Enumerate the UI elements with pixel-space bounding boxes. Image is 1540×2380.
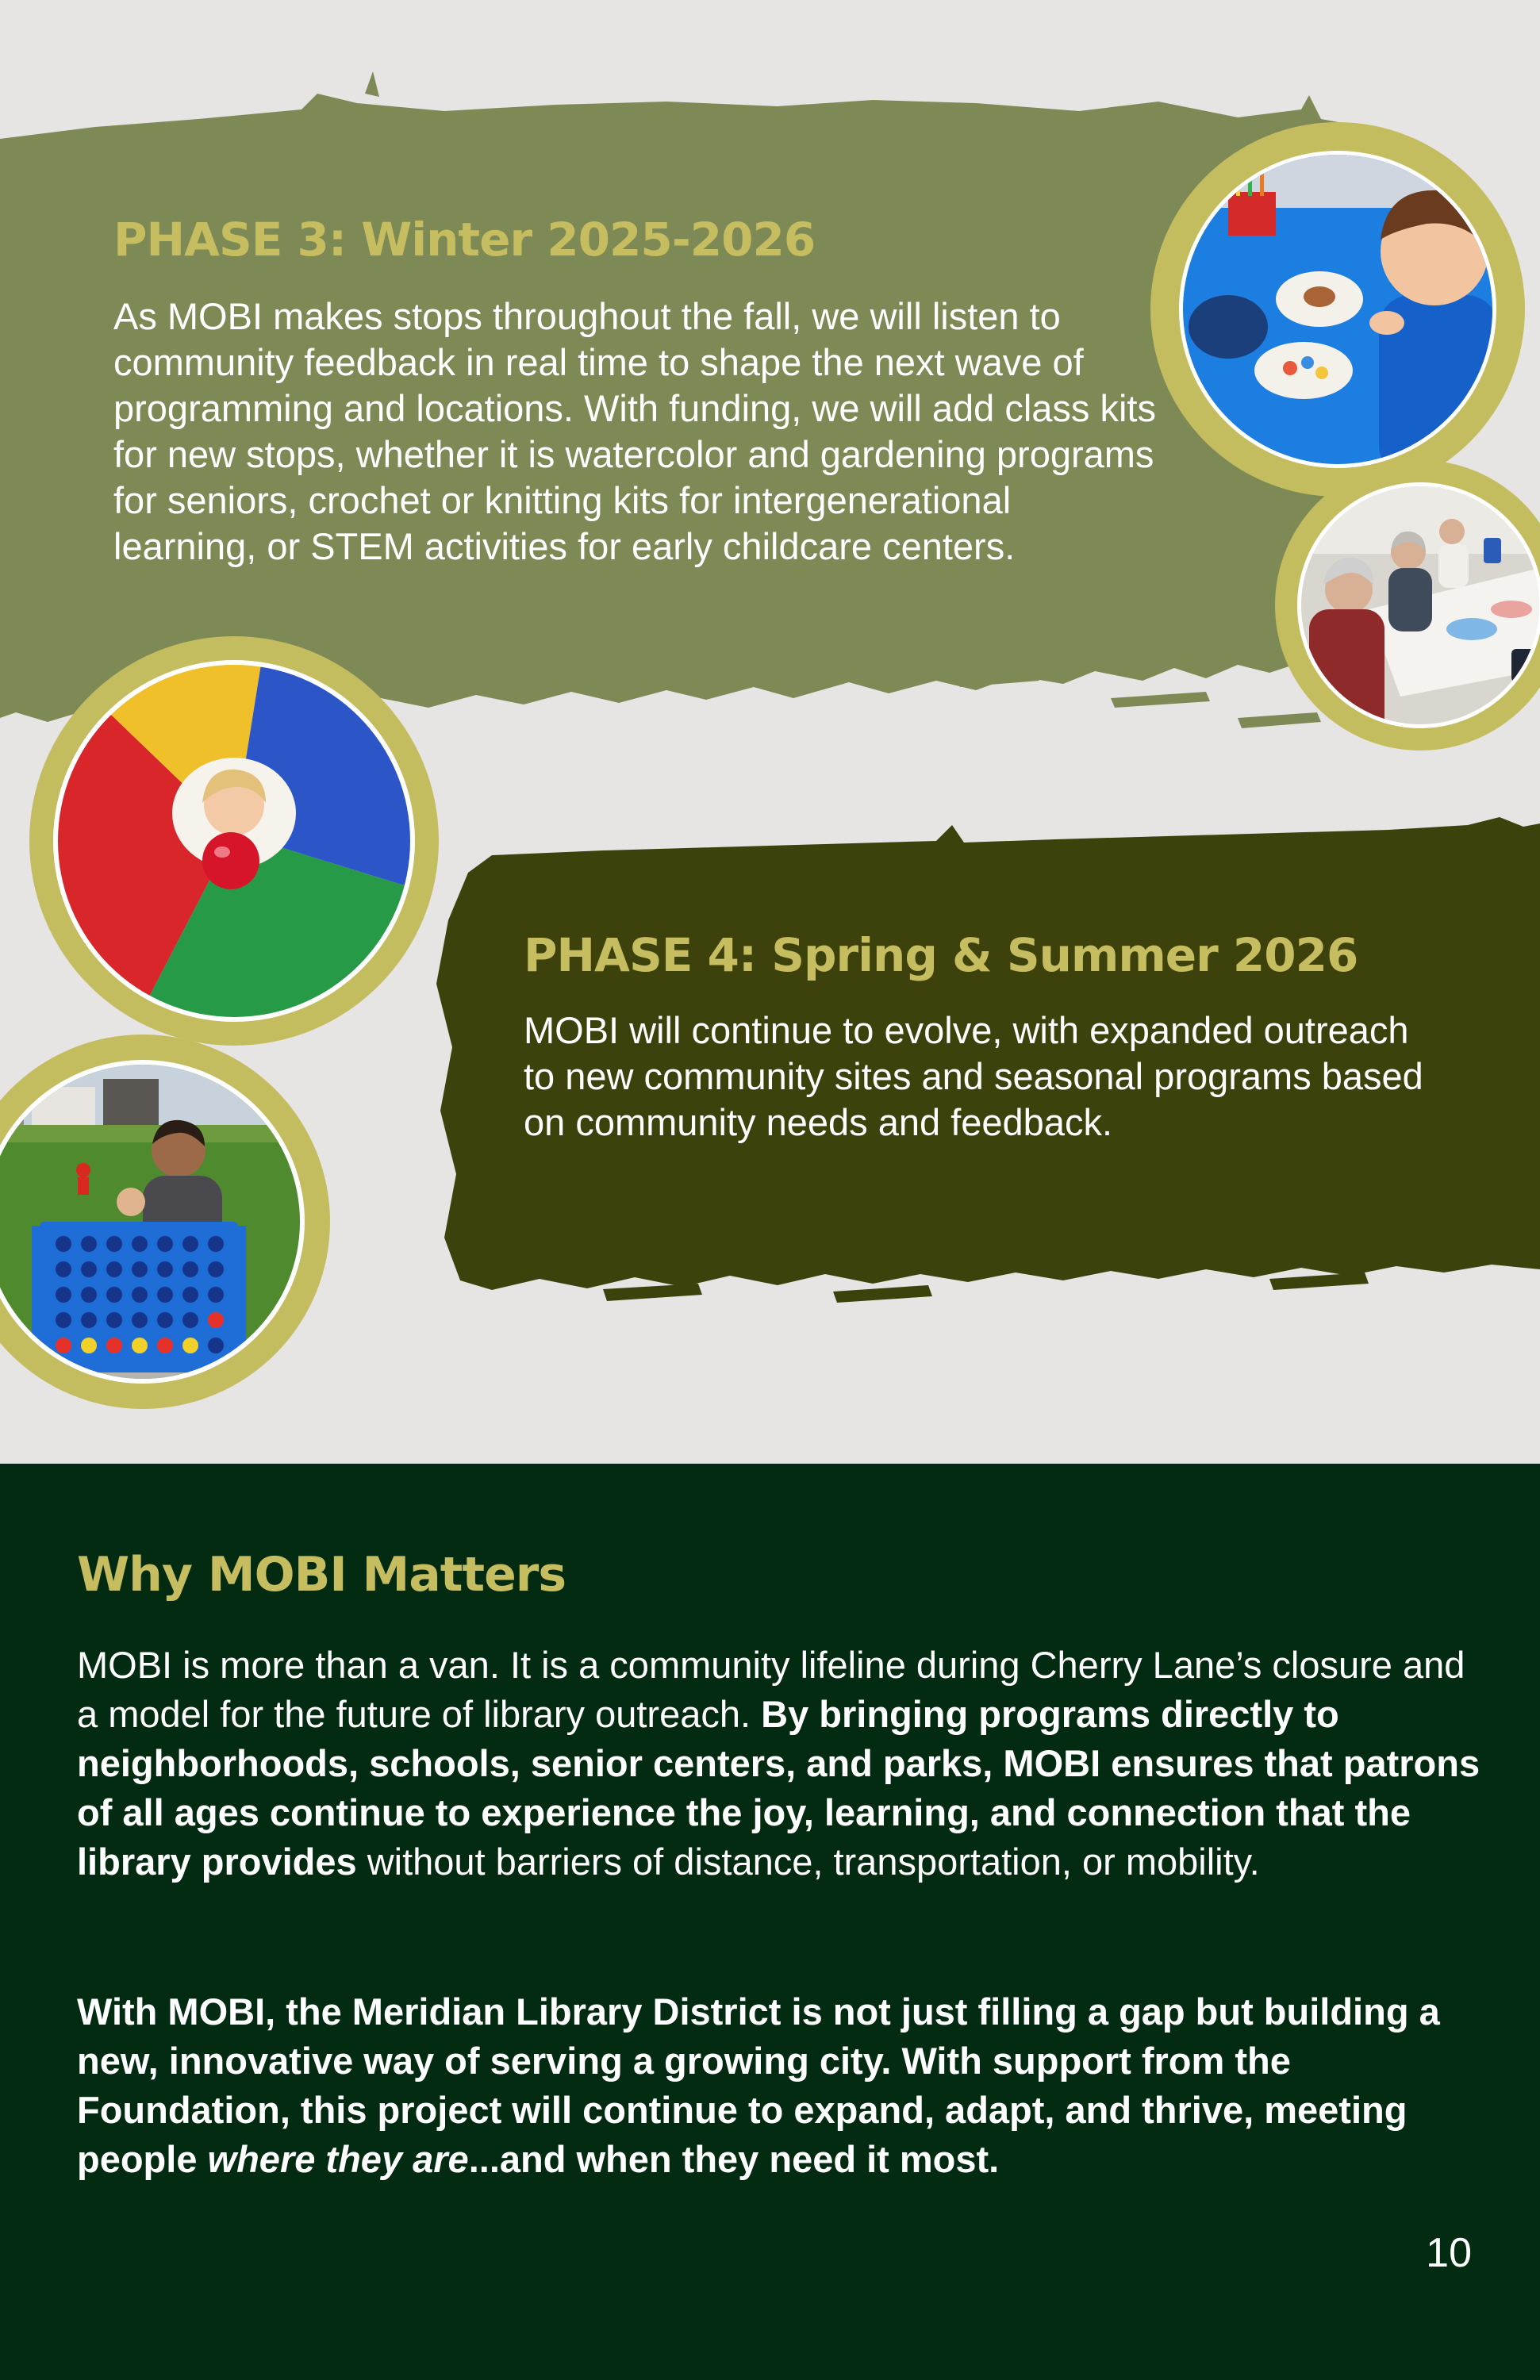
photo-child-play-tunnel: [28, 635, 440, 1047]
why-para2-italic: where they are: [207, 2138, 469, 2180]
photo-seniors-art-class: [1273, 459, 1540, 752]
phase4-description: MOBI will continue to evolve, with expanded outreach to new community sites and seasonal programs based on community needs and feedback.: [524, 1009, 1423, 1143]
phase3-brush-fleck: [365, 71, 379, 97]
phase4-brush-fleck: [603, 1284, 702, 1301]
page-number: 10: [1426, 2230, 1472, 2276]
why-heading: Why MOBI Matters: [77, 1547, 566, 1603]
photo-child-painting: [1149, 121, 1527, 498]
why-para1-end: without barriers of distance, transportation, or mobility.: [356, 1841, 1260, 1883]
why-para2-end: ...and when they need it most.: [468, 2138, 1000, 2180]
why-mobi-matters-section: [0, 1464, 1540, 2380]
why-para1-emphasis: By bringing programs directly to neighborhoods, schools, senior centers, and parks, MOBI ensures that patrons of all ages continue to experience the joy, learning, and connection that the library provides: [77, 1693, 1480, 1883]
phase4-heading: PHASE 4: Spring & Summer 2026: [524, 928, 1358, 982]
phase3-description: As MOBI makes stops throughout the fall, we will listen to community feedback in real time to shape the next wave of programming and locations. With funding, we will add class kits for new stops, whether it is watercolor and gardening programs for seniors, crochet or knitting kits for intergenerational learning, or STEM activities for early childcare centers.: [113, 295, 1156, 567]
why-para1-intro: MOBI is more than a van. It is a community lifeline during Cherry Lane’s closure and a model for the future of library outreach.: [77, 1644, 1465, 1735]
why-para2-start: With MOBI, the Meridian Library District is not just filling a gap but building a new, innovative way of serving a growing city. With support from the Foundation, this project will continue to expand, adapt, and thrive, meeting people: [77, 1990, 1440, 2180]
why-paragraph-1: [77, 1641, 1489, 1887]
why-paragraph-2: [77, 1987, 1489, 2184]
photo-family-connect-four: [0, 1031, 333, 1412]
phase4-brush-fleck: [833, 1285, 932, 1303]
phase4-brush-fleck: [1269, 1273, 1369, 1290]
phase3-brush-fleck: [1111, 692, 1210, 708]
phase3-heading: PHASE 3: Winter 2025-2026: [113, 213, 816, 267]
